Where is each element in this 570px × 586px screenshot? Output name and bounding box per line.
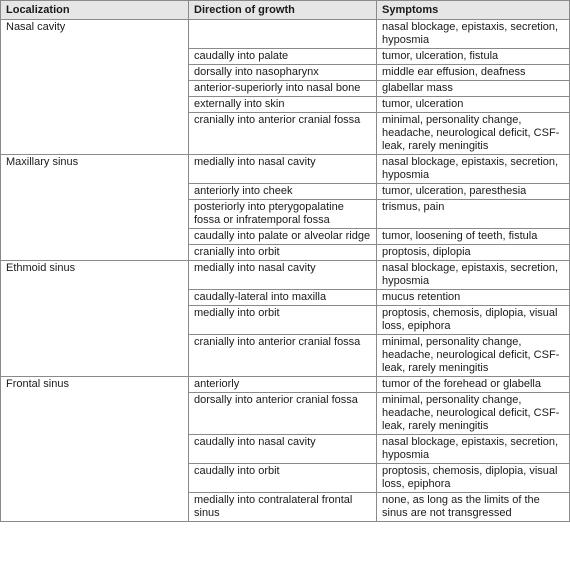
direction-cell: caudally into nasal cavity <box>189 435 377 464</box>
symptoms-cell: middle ear effusion, deafness <box>377 65 570 81</box>
direction-cell: dorsally into nasopharynx <box>189 65 377 81</box>
table-row <box>1 261 570 290</box>
direction-cell: anteriorly into cheek <box>189 184 377 200</box>
symptoms-cell: minimal, personality change, headache, neurological deficit, CSF-leak, rarely meningitis <box>377 335 570 377</box>
table-body <box>1 20 570 522</box>
symptoms-cell: minimal, personality change, headache, neurological deficit, CSF-leak, rarely meningitis <box>377 113 570 155</box>
direction-cell: cranially into anterior cranial fossa <box>189 113 377 155</box>
direction-cell: medially into nasal cavity <box>189 155 377 184</box>
direction-cell: posteriorly into pterygopalatine fossa or infratemporal fossa <box>189 200 377 229</box>
direction-cell: externally into skin <box>189 97 377 113</box>
direction-cell: cranially into anterior cranial fossa <box>189 335 377 377</box>
table-row <box>1 377 570 393</box>
header-localization: Localization <box>1 1 189 20</box>
direction-cell: medially into nasal cavity <box>189 261 377 290</box>
symptoms-cell: glabellar mass <box>377 81 570 97</box>
localization-cell: Frontal sinus <box>1 377 189 522</box>
symptoms-cell: proptosis, chemosis, diplopia, visual loss, epiphora <box>377 464 570 493</box>
localization-cell: Maxillary sinus <box>1 155 189 261</box>
direction-cell: caudally into palate or alveolar ridge <box>189 229 377 245</box>
direction-cell: caudally into orbit <box>189 464 377 493</box>
header-symptoms: Symptoms <box>377 1 570 20</box>
table-row <box>1 155 570 184</box>
direction-cell: dorsally into anterior cranial fossa <box>189 393 377 435</box>
localization-cell: Nasal cavity <box>1 20 189 155</box>
symptoms-cell: nasal blockage, epistaxis, secretion, hyposmia <box>377 155 570 184</box>
direction-cell: anterior-superiorly into nasal bone <box>189 81 377 97</box>
symptoms-cell: tumor, ulceration, fistula <box>377 49 570 65</box>
symptoms-cell: tumor, loosening of teeth, fistula <box>377 229 570 245</box>
direction-cell: medially into contralateral frontal sinus <box>189 493 377 522</box>
symptoms-cell: tumor, ulceration <box>377 97 570 113</box>
symptoms-cell: tumor, ulceration, paresthesia <box>377 184 570 200</box>
header-row <box>1 1 570 20</box>
direction-cell: cranially into orbit <box>189 245 377 261</box>
symptoms-cell: nasal blockage, epistaxis, secretion, hyposmia <box>377 261 570 290</box>
symptoms-cell: proptosis, diplopia <box>377 245 570 261</box>
symptoms-cell: tumor of the forehead or glabella <box>377 377 570 393</box>
symptoms-cell: nasal blockage, epistaxis, secretion, hyposmia <box>377 20 570 49</box>
symptoms-cell: minimal, personality change, headache, neurological deficit, CSF-leak, rarely meningitis <box>377 393 570 435</box>
symptoms-cell: proptosis, chemosis, diplopia, visual loss, epiphora <box>377 306 570 335</box>
localization-cell: Ethmoid sinus <box>1 261 189 377</box>
symptoms-cell: trismus, pain <box>377 200 570 229</box>
direction-cell: caudally into palate <box>189 49 377 65</box>
symptoms-cell: mucus retention <box>377 290 570 306</box>
header-direction: Direction of growth <box>189 1 377 20</box>
symptoms-cell: none, as long as the limits of the sinus are not transgressed <box>377 493 570 522</box>
direction-cell: medially into orbit <box>189 306 377 335</box>
direction-cell: caudally-lateral into maxilla <box>189 290 377 306</box>
symptoms-cell: nasal blockage, epistaxis, secretion, hyposmia <box>377 435 570 464</box>
direction-cell: anteriorly <box>189 377 377 393</box>
direction-cell <box>189 20 377 49</box>
table-row <box>1 20 570 49</box>
